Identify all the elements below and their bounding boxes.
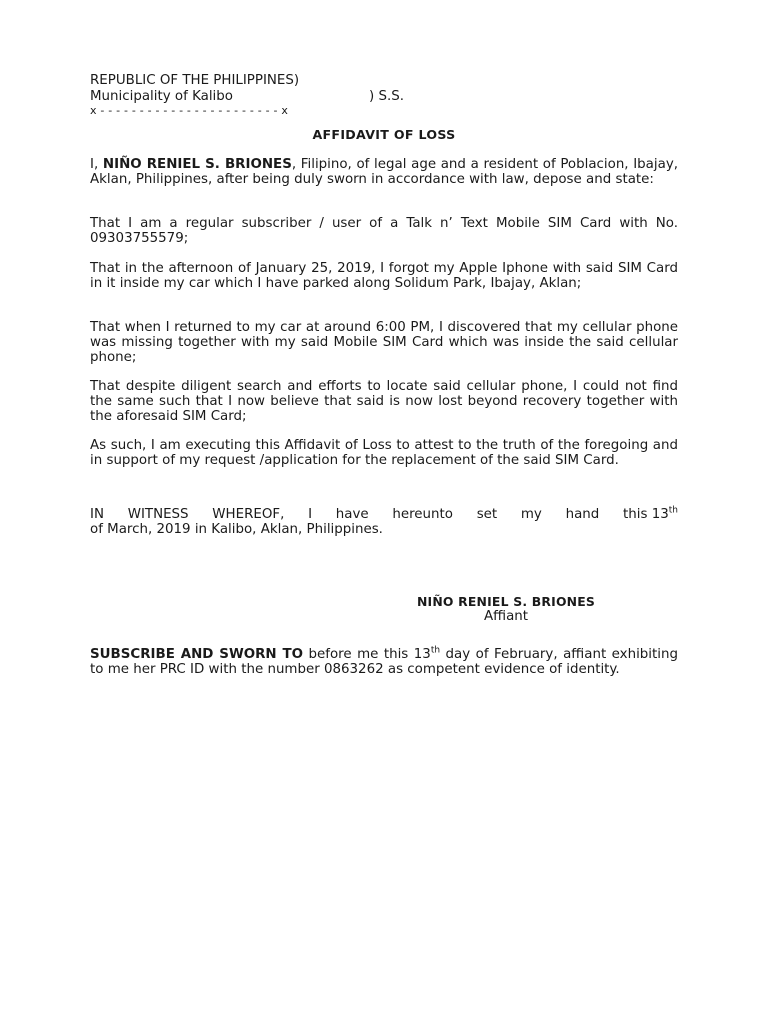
witness-clause	[90, 507, 678, 537]
intro-prefix: I,	[90, 157, 103, 172]
witness-word: hand	[565, 507, 600, 522]
document-title: AFFIDAVIT OF LOSS	[312, 127, 456, 142]
caption-republic: REPUBLIC OF THE PHILIPPINES)	[90, 73, 300, 88]
caption-ss: ) S.S.	[369, 89, 404, 104]
witness-date	[623, 507, 678, 522]
witness-word: set	[476, 507, 498, 522]
witness-word: WITNESS	[127, 507, 189, 522]
witness-line-1	[90, 507, 678, 522]
paragraph-incident: That in the afternoon of January 25, 2019, I forgot my Apple Iphone with said SIM Card in it inside my car which I have parked along Solidum Park, Ibajay, Aklan;	[90, 261, 678, 291]
affiant-label: Affiant	[483, 609, 529, 624]
jurat-rest: day of February, affiant exhibiting to me her PRC ID with the number 0863262 as competent evidence of identity.	[90, 647, 678, 677]
signature-block	[406, 594, 606, 624]
witness-word: hereunto	[392, 507, 453, 522]
witness-word: my	[520, 507, 542, 522]
witness-day-suffix: th	[668, 505, 678, 516]
intro-rest: , Filipino, of legal age and a resident of Poblacion, Ibajay, Aklan, Philippines, after being duly sworn in accordance with law, depose and state:	[90, 157, 678, 187]
witness-word: IN	[90, 507, 104, 522]
jurat-day-suffix: th	[430, 645, 441, 656]
witness-word: WHEREOF,	[212, 507, 285, 522]
jurat-pre: before me this 13	[303, 647, 431, 662]
paragraph-search: That despite diligent search and efforts to locate said cellular phone, I could not find the same such that I now believe that said is now lost beyond recovery together with the aforesaid SIM Card;	[90, 379, 678, 424]
witness-day: this 13	[623, 507, 669, 522]
affiant-name: NIÑO RENIEL S. BRIONES	[416, 594, 596, 609]
witness-line-2: of March, 2019 in Kalibo, Aklan, Philippines.	[90, 522, 383, 537]
caption-municipality: Municipality of Kalibo	[90, 89, 233, 104]
paragraph-purpose: As such, I am executing this Affidavit of Loss to attest to the truth of the foregoing and in support of my request /application for the replacement of the said SIM Card.	[90, 438, 678, 468]
paragraph-discovery: That when I returned to my car at around 6:00 PM, I discovered that my cellular phone was missing together with my said Mobile SIM Card which was inside the said cellular phone;	[90, 320, 678, 365]
caption-divider: x - - - - - - - - - - - - - - - - - - - - - - - x	[90, 104, 289, 117]
jurat-heading: SUBSCRIBE AND SWORN TO	[90, 647, 304, 662]
affiant-name-inline: NIÑO RENIEL S. BRIONES	[102, 157, 292, 172]
jurat-paragraph	[90, 647, 678, 677]
intro-paragraph	[90, 157, 678, 187]
paragraph-subscriber: That I am a regular subscriber / user of a Talk n’ Text Mobile SIM Card with No. 09303755579;	[90, 216, 678, 246]
witness-word: I	[308, 507, 313, 522]
witness-word: have	[335, 507, 369, 522]
